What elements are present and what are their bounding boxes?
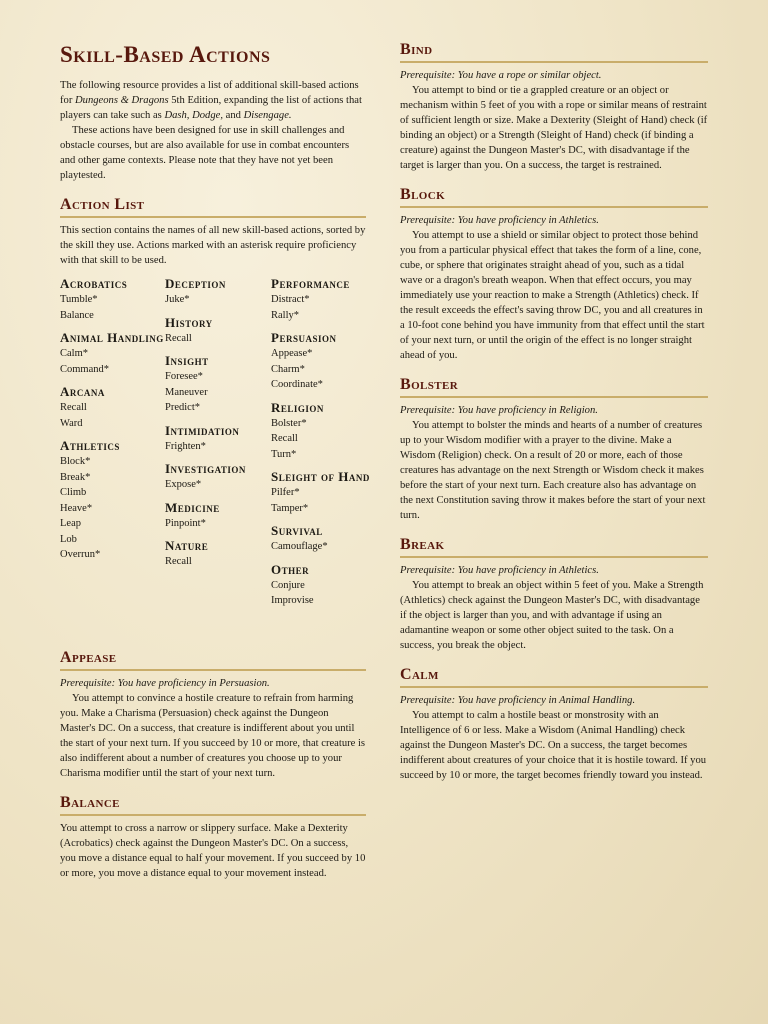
skill-group (271, 330, 371, 393)
action-name: Command* (60, 363, 109, 375)
balance-text: You attempt to cross a narrow or slippery surface. Make a Dexterity (Acrobatics) check against the Dungeon Master's DC. On a success, you move a distance equal to half your movement. If you succeed by 10 or more, you move a distance equal to your movement instead. (60, 823, 366, 879)
bolster-section (400, 375, 708, 523)
break-text: You attempt to break an object within 5 feet of you. Make a Strength (Athletics) check against the Dungeon Master's DC, with disadvantage if the object is larger than you, and with advantage if using an adamantine weapon or some other object suited to the task. On a success, you break the object. (400, 580, 704, 651)
appease-prerequisite: Prerequisite: You have proficiency in Persuasion. (60, 678, 270, 689)
skill-column-2 (165, 276, 269, 577)
action-name: Frighten* (165, 440, 206, 452)
action-name: Appease* (271, 348, 313, 359)
action-name: Distract* (271, 294, 310, 305)
skill-group (271, 562, 371, 609)
break-heading: Break (400, 535, 708, 558)
intro-paragraph-2: These actions have been designed for use in skill challenges and obstacle courses, but are also available for use in combat encounters and other game contexts. Please note that they have not yet been playtested. (60, 125, 350, 181)
bind-heading: Bind (400, 40, 708, 63)
bolster-prerequisite: Prerequisite: You have proficiency in Religion. (400, 405, 598, 416)
break-section (400, 535, 708, 653)
skill-group (271, 469, 371, 516)
calm-heading: Calm (400, 665, 708, 688)
action-name: Rally* (271, 309, 299, 321)
block-heading: Block (400, 185, 708, 208)
intro (60, 78, 366, 183)
skill-group (165, 423, 269, 455)
skill-group (271, 400, 371, 463)
bolster-heading: Bolster (400, 375, 708, 398)
skill-group (60, 276, 164, 323)
action-name: Tumble* (60, 294, 98, 305)
skill-name: Sleight of Hand (271, 469, 370, 484)
skill-group (60, 384, 164, 431)
skill-name: Persuasion (271, 330, 337, 345)
action-name: Block* (60, 456, 91, 467)
action-list-section (60, 195, 370, 636)
balance-heading: Balance (60, 793, 366, 816)
right-column (400, 40, 708, 795)
action-list-heading: Action List (60, 195, 366, 218)
bind-text: You attempt to bind or tie a grappled creature or an object or mechanism within 5 feet of you with a rope or similar means of restraint of sufficient length or size. Make a Dexterity (Sleight of Hand) check (if binding an object) or a Strength (Sleight of Hand) check (if binding a creature) against the Dungeon Master's DC, with disadvantage if the target is larger than you. On a success, the target is restrained. (400, 85, 708, 171)
skill-name: Deception (165, 276, 226, 291)
action-name: Charm* (271, 363, 305, 375)
action-name: Juke* (165, 294, 190, 305)
skill-name: Other (271, 561, 310, 577)
skill-name: Medicine (165, 499, 220, 515)
skill-name: Performance (271, 276, 350, 291)
skill-name: Intimidation (165, 422, 240, 438)
bolster-text: You attempt to bolster the minds and hearts of a number of creatures up to your Wisdom modifier with a prayer to the divine. Make a Wisdom (Religion) check. On a result of 20 or more, each of those creatures has advantage on the next Strength or Wisdom check it makes before the start of your next turn. Each creature also has advantage on the next Constitution saving throw it makes before the start of your next turn. (400, 420, 706, 521)
block-prerequisite: Prerequisite: You have proficiency in Athletics. (400, 215, 599, 226)
skill-group (60, 330, 164, 377)
skill-column-3 (271, 276, 371, 616)
calm-section (400, 665, 708, 783)
action-name: Lob (60, 533, 77, 545)
skill-name: Acrobatics (60, 276, 128, 291)
skill-group (165, 276, 269, 308)
action-name: Balance (60, 309, 94, 321)
skill-name: Insight (165, 353, 209, 368)
calm-prerequisite: Prerequisite: You have proficiency in Animal Handling. (400, 695, 636, 706)
skill-group (165, 500, 269, 532)
action-name: Recall (165, 556, 192, 567)
skill-name: Investigation (165, 461, 246, 476)
skill-name: Nature (165, 538, 209, 553)
action-name: Heave* (60, 502, 93, 514)
action-list-text: This section contains the names of all new skill-based actions, sorted by the skill they use. Actions marked with an asterisk require proficiency with that skill to be used. (60, 225, 366, 266)
break-prerequisite: Prerequisite: You have proficiency in Athletics. (400, 565, 599, 576)
intro-paragraph-1: The following resource provides a list of additional skill-based actions for Dungeons & Dragons 5th Edition, expanding the list of actions that players can take such as Dash, Dodge, and Disengage. (60, 80, 362, 121)
skill-name: Animal Handling (60, 330, 164, 345)
action-name: Foresee* (165, 371, 203, 382)
appease-section (60, 648, 366, 781)
action-name: Conjure (271, 579, 305, 591)
action-name: Pilfer* (271, 487, 300, 498)
calm-text: You attempt to calm a hostile beast or monstrosity with an Intelligence of 6 or less. Make a Wisdom (Animal Handling) check against the Dungeon Master's DC. On a success, the target becomes indifferent about creatures of your choice that it is hostile toward. If you succeed by 10 or more, the target becomes friendly toward you instead. (400, 710, 707, 781)
action-name: Pinpoint* (165, 517, 206, 529)
action-name: Tamper* (271, 502, 309, 514)
balance-section (60, 793, 366, 881)
action-name: Turn* (271, 448, 297, 460)
action-name: Expose* (165, 479, 202, 490)
action-name: Leap (60, 518, 81, 529)
skill-name: History (165, 314, 213, 330)
action-name: Climb (60, 487, 87, 498)
skill-group (165, 461, 269, 493)
bind-section (400, 40, 708, 173)
action-name: Predict* (165, 402, 200, 413)
skill-table (60, 276, 370, 636)
skill-column-1 (60, 276, 164, 570)
appease-heading: Appease (60, 648, 366, 671)
left-column (60, 40, 370, 893)
skill-group (165, 315, 269, 347)
action-name: Calm* (60, 348, 88, 359)
skill-name: Athletics (60, 438, 120, 453)
action-name: Overrun* (60, 549, 101, 560)
action-name: Recall (165, 332, 192, 344)
action-name: Bolster* (271, 417, 307, 429)
bind-prerequisite: Prerequisite: You have a rope or similar object. (400, 70, 602, 81)
skill-group (60, 438, 164, 563)
skill-group (271, 276, 371, 323)
page-title: Skill-Based Actions (60, 42, 271, 67)
action-name: Recall (60, 402, 87, 413)
appease-text: You attempt to convince a hostile creature to refrain from harming you. Make a Charisma (Persuasion) check against the Dungeon Master's DC. On a success, that creature is indifferent about you until the start of your next turn. If you succeed by 10 or more, that creature is also indifferent about a number of creatures you choose up to your Charisma modifier until the start of your next turn. (60, 693, 366, 779)
action-name: Recall (271, 433, 298, 444)
skill-group (271, 523, 371, 555)
skill-name: Arcana (60, 384, 105, 399)
skill-group (165, 538, 269, 570)
action-name: Improvise (271, 595, 314, 606)
skill-name: Religion (271, 399, 324, 415)
block-section (400, 185, 708, 363)
skill-name: Survival (271, 523, 323, 538)
action-name: Coordinate* (271, 379, 323, 390)
skill-group (165, 353, 269, 416)
block-text: You attempt to use a shield or similar object to protect those behind you from a particular physical effect that takes the form of a line, cone, cube, or sphere that originates straight ahead of you, such as a tidal wave or a dragon's breath weapon. When that effect occurs, you may immediately use your reaction to make a Strength (Athletics) check. If the result exceeds the effect's saving throw DC, you and all creatures in a 10-foot cone behind you have immunity from that effect until the start of your next turn, or until the origin of the effect is no longer straight ahead of you. (400, 230, 705, 361)
action-name: Maneuver (165, 386, 208, 398)
action-name: Break* (60, 471, 91, 483)
action-name: Camouflage* (271, 541, 328, 552)
action-name: Ward (60, 417, 83, 429)
